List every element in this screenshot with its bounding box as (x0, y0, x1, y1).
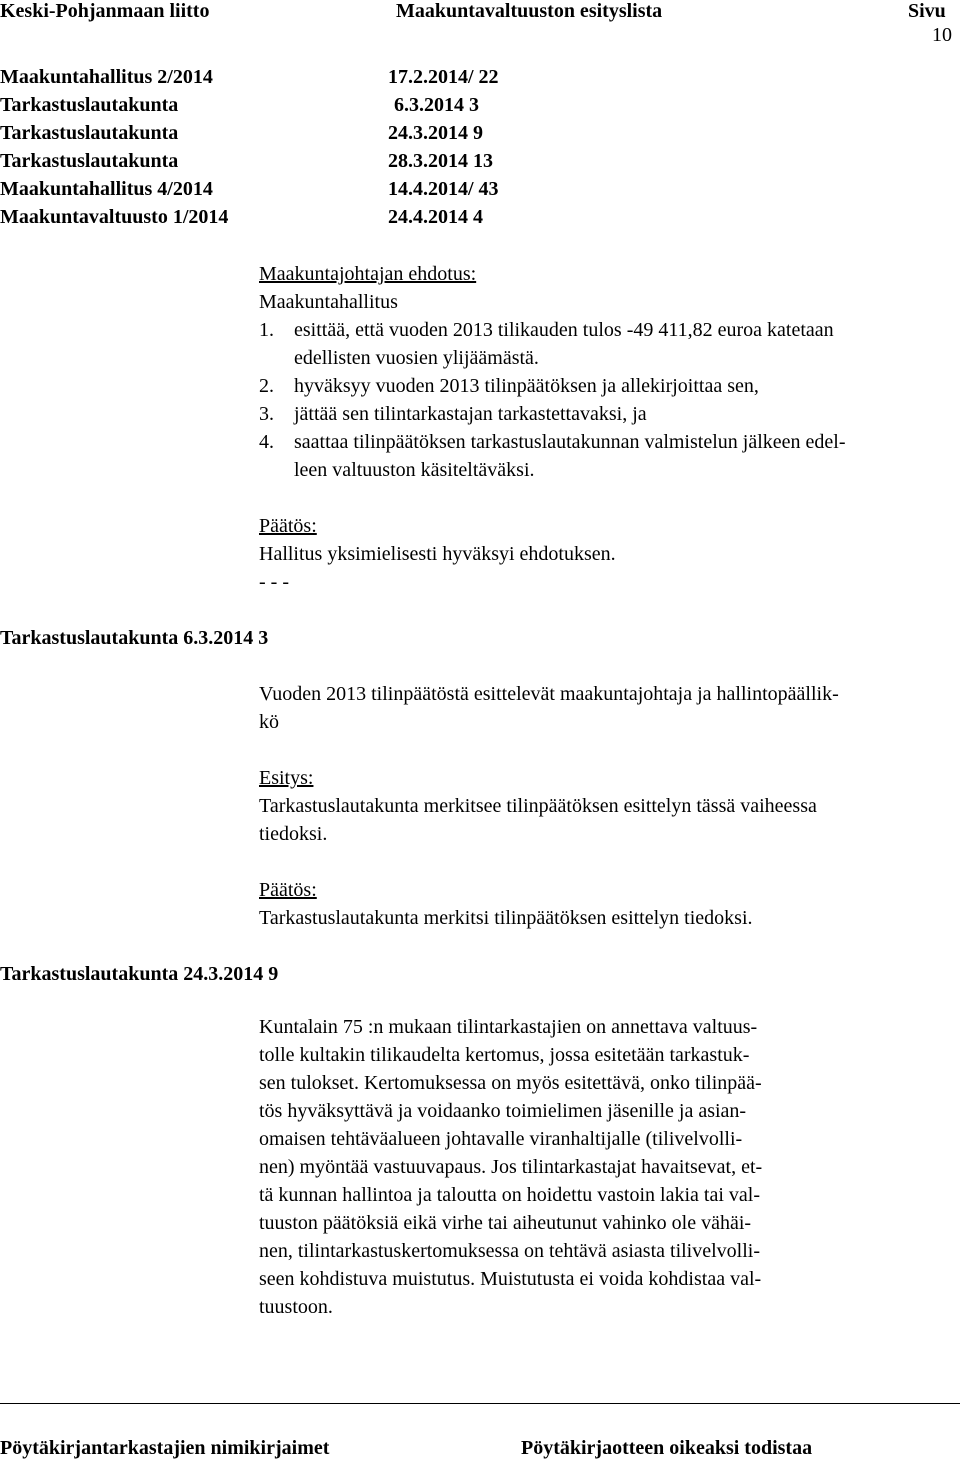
paragraph-line: tuustoon. (259, 1296, 333, 1318)
proposal-intro: Maakuntahallitus (259, 291, 398, 313)
proposal-heading: Esitys: (259, 767, 314, 789)
footer-right: Pöytäkirjaotteen oikeaksi todistaa (521, 1437, 813, 1459)
item-number: 2. (259, 375, 274, 397)
history-ref: 28.3.2014 13 (388, 150, 493, 172)
item-text: esittää, että vuoden 2013 tilikauden tulos -49 411,82 euroa katetaan (294, 319, 834, 341)
proposal-item (259, 375, 959, 403)
history-body: Maakuntahallitus 2/2014 (0, 66, 213, 88)
proposal-item (259, 319, 959, 375)
item-number: 1. (259, 319, 274, 341)
paragraph-line: tolle kultakin tilikaudelta kertomus, jossa esitetään tarkastuk- (259, 1044, 750, 1066)
item-text: edellisten vuosien ylijäämästä. (294, 347, 539, 369)
history-ref: 6.3.2014 3 (394, 94, 479, 116)
history-body: Maakuntahallitus 4/2014 (0, 178, 213, 200)
decision-heading: Päätös: (259, 879, 317, 901)
item-number: 4. (259, 431, 274, 453)
history-ref: 24.3.2014 9 (388, 122, 483, 144)
proposal-text: Tarkastuslautakunta merkitsee tilinpäätöksen esittelyn tässä vaiheessa (259, 795, 817, 817)
history-ref: 24.4.2014 4 (388, 206, 483, 228)
section-reference: Tarkastuslautakunta 24.3.2014 9 (0, 963, 279, 985)
item-text: jättää sen tilintarkastajan tarkastettavaksi, ja (294, 403, 647, 425)
paragraph (259, 1013, 762, 1321)
organization-name: Keski-Pohjanmaan liitto (0, 0, 210, 22)
paragraph-line: tuuston päätöksiä eikä virhe tai aiheutunut vahinko ole vähäi- (259, 1212, 752, 1234)
history-body: Maakuntavaltuusto 1/2014 (0, 206, 229, 228)
paragraph-line: nen, tilintarkastuskertomuksessa on tehtävä asiasta tilivelvolli- (259, 1240, 760, 1262)
item-number: 3. (259, 403, 274, 425)
intro-text: kö (259, 711, 279, 733)
page-number: 10 (932, 24, 952, 46)
paragraph-line: seen kohdistuva muistutus. Muistutusta ei voida kohdistaa val- (259, 1268, 762, 1290)
decision-heading: Päätös: (259, 515, 317, 537)
item-text: leen valtuuston käsiteltäväksi. (294, 459, 535, 481)
decision-text: Hallitus yksimielisesti hyväksyi ehdotuksen. (259, 543, 616, 565)
paragraph-line: tös hyväksyttävä ja voidaanko toimielimen jäsenille ja asian- (259, 1100, 747, 1122)
decision-text: Tarkastuslautakunta merkitsi tilinpäätöksen esittelyn tiedoksi. (259, 907, 753, 929)
paragraph-line: nen) myöntää vastuuvapaus. Jos tilintarkastajat havaitsevat, et- (259, 1156, 763, 1178)
proposal-item (259, 431, 959, 487)
footer-left: Pöytäkirjantarkastajien nimikirjaimet (0, 1437, 330, 1459)
history-ref: 14.4.2014/ 43 (388, 178, 499, 200)
item-text: saattaa tilinpäätöksen tarkastuslautakunnan valmistelun jälkeen edel- (294, 431, 846, 453)
page-label: Sivu (908, 0, 946, 22)
section-reference: Tarkastuslautakunta 6.3.2014 3 (0, 627, 269, 649)
document-title: Maakuntavaltuuston esityslista (396, 0, 663, 22)
intro-text: Vuoden 2013 tilinpäätöstä esittelevät maakuntajohtaja ja hallintopäällik- (259, 683, 839, 705)
paragraph-line: omaisen tehtäväalueen johtavalle viranhaltijalle (tilivelvolli- (259, 1128, 743, 1150)
footer-divider (0, 1403, 960, 1404)
proposal-text: tiedoksi. (259, 823, 328, 845)
separator: - - - (259, 571, 289, 593)
paragraph-line: tä kunnan hallintoa ja taloutta on hoidettu vastoin lakia tai val- (259, 1184, 760, 1206)
history-ref: 17.2.2014/ 22 (388, 66, 499, 88)
paragraph-line: Kuntalain 75 :n mukaan tilintarkastajien on annettava valtuus- (259, 1016, 758, 1038)
item-text: hyväksyy vuoden 2013 tilinpäätöksen ja allekirjoittaa sen, (294, 375, 759, 397)
history-body: Tarkastuslautakunta (0, 150, 179, 172)
paragraph-line: sen tulokset. Kertomuksessa on myös esitettävä, onko tilinpää- (259, 1072, 762, 1094)
history-body: Tarkastuslautakunta (0, 122, 179, 144)
proposal-item (259, 403, 959, 431)
history-body: Tarkastuslautakunta (0, 94, 179, 116)
proposal-heading: Maakuntajohtajan ehdotus: (259, 263, 477, 285)
